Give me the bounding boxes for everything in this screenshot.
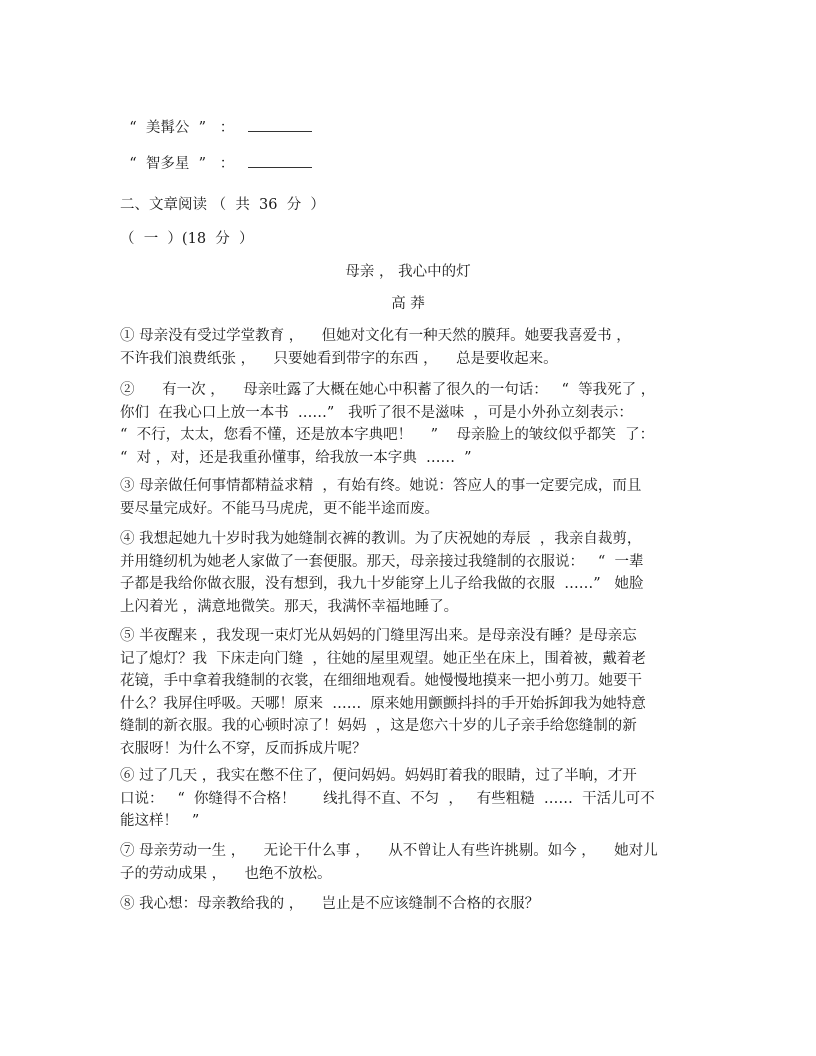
text-line: 能这样！ ” <box>120 813 200 830</box>
paragraph-5 <box>120 625 700 761</box>
text-line: ⑥ 过了几天 ，我实在憋不住了，便问妈妈。妈妈盯着我的眼睛，过了半晌，才开 <box>120 768 637 784</box>
text-line: 口说： “ 你缝得不合格！ 线扎得不直、不匀 ， 有些粗糙 …… 干活儿可不 <box>120 790 655 807</box>
text-line: ④ 我想起她九十岁时我为她缝制衣裤的教训。为了庆祝她的寿辰 ，我亲自裁剪， <box>120 531 642 547</box>
text-line: 什么？我屏住呼吸。天哪！原来 …… 原来她用颤颤抖抖的手开始拆卸我为她特意 <box>120 695 646 712</box>
text-line: ⑦ 母亲劳动一生 ， 无论干什么事 ， 从不曾让人有些许挑剔。如今 ， 她对儿 <box>120 843 658 859</box>
text-line: ① 母亲没有受过学堂教育 ， 但她对文化有一种天然的膜拜。她要我喜爱书 ， <box>120 328 631 344</box>
text-line: ② 有一次 ， 母亲吐露了大概在她心中积蓄了很久的一句话： “ 等我死了 ， <box>120 382 656 398</box>
quiz-item-1 <box>120 97 312 138</box>
article-title: 母亲 ， 我心中的灯 <box>345 264 471 280</box>
sub-title: （ 一 ）(18 分 ） <box>120 231 254 247</box>
quiz-label-1: “ 美髯公 ” ： <box>129 120 235 136</box>
text-line: ⑤ 半夜醒来 ，我发现一束灯光从妈妈的门缝里泻出来。是母亲没有睡？是母亲忘 <box>120 628 637 644</box>
answer-blank-1[interactable] <box>248 117 312 132</box>
paragraph-2 <box>120 379 700 469</box>
paragraph-8 <box>120 893 700 916</box>
text-line: 你们 在我心口上放一本书 ……” 我听了很不是滋味 ，可是小外孙立刻表示： <box>120 404 633 421</box>
text-line: 子都是我给你做衣服，没有想到，我九十岁能穿上儿子给我做的衣服 ……” 她脸 <box>120 576 644 593</box>
quiz-label-2: “ 智多星 ” ： <box>129 156 235 172</box>
text-line: “ 对 ，对，还是我重孙懂事，给我放一本字典 …… ” <box>120 449 472 466</box>
text-line: 并用缝纫机为她老人家做了一套便服。那天，母亲接过我缝制的衣服说： “ 一辈 <box>120 553 644 570</box>
text-line: 要尽量完成好。不能马马虎虎，更不能半途而废。 <box>120 500 439 517</box>
text-line: 缝制的新衣服。我的心顿时凉了！妈妈 ，这是您六十岁的儿子亲手给您缝制的新 <box>120 718 637 735</box>
text-line: 记了熄灯？我 下床走向门缝 ，往她的屋里观望。她正坐在床上，围着被，戴着老 <box>120 650 646 667</box>
paragraph-6 <box>120 765 700 833</box>
article-author: 高 莽 <box>391 296 425 312</box>
text-line: 上闪着光 ，满意地微笑。那天，我满怀幸福地睡了。 <box>120 598 459 615</box>
quiz-item-2 <box>120 133 312 174</box>
text-line: ⑧ 我心想：母亲教给我的 ， 岂止是不应该缝制不合格的衣服？ <box>120 896 540 912</box>
paragraph-1 <box>120 325 700 370</box>
text-line: 不许我们浪费纸张 ， 只要她看到带字的东西 ， 总是要收起来。 <box>120 350 558 367</box>
text-line: ③ 母亲做任何事情都精益求精 ，有始有终。她说：答应人的事一定要完成，而且 <box>120 478 642 494</box>
paragraph-3 <box>120 475 700 520</box>
text-line: 花镜，手中拿着我缝制的衣裳，在细细地观看。她慢慢地摸来一把小剪刀。她要干 <box>120 673 642 690</box>
text-line: 衣服呀！为什么不穿，反而拆成片呢？ <box>120 740 367 757</box>
paragraph-4 <box>120 528 700 618</box>
text-line: “ 不行，太太，您看不懂，还是放本字典吧！ ” 母亲脸上的皱纹似乎都笑 了： <box>120 427 655 444</box>
text-line: 子的劳动成果 ， 也绝不放松。 <box>120 865 332 882</box>
section-title: 二、文章阅读 （ 共 36 分 ） <box>120 197 325 213</box>
answer-blank-2[interactable] <box>248 153 312 168</box>
paragraph-7 <box>120 840 700 885</box>
